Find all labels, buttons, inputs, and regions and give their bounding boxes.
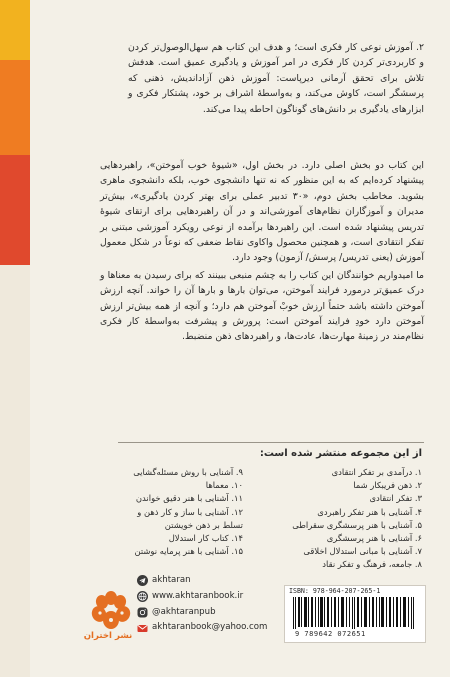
globe-icon <box>137 591 148 602</box>
intro-text <box>128 40 424 118</box>
series-item: ۷. آشنایی با مبانی استدلال اخلاقی <box>303 546 422 557</box>
series-item: ۲. ذهن فریبکار شما <box>353 480 422 491</box>
color-stripe-cream <box>0 265 30 677</box>
color-stripe-red <box>0 155 30 265</box>
series-item: ۱۲. آشنایی با ساز و کار ذهن و <box>137 506 243 517</box>
divider <box>118 442 424 443</box>
contact-email <box>137 620 267 636</box>
contact-text: akhtaranbook@yahoo.com <box>152 622 268 633</box>
color-stripe-orange <box>0 60 30 155</box>
series-item: ۱۵. آشنایی با هنر پرمایه نوشتن <box>134 546 243 557</box>
series-item: ۶. آشنایی با هنر پرسشگری <box>326 533 422 544</box>
series-item: ۹. آشنایی با روش مسئله‌گشایی <box>133 467 243 477</box>
publisher-logo-icon <box>86 590 136 634</box>
contact-text: www.akhtaranbook.ir <box>152 590 244 601</box>
publisher-name: نشر اختران <box>83 631 133 641</box>
series-item: ۱۰. معماها <box>205 480 243 491</box>
intro-paragraph: ۲. آموزش نوعی کار فکری است؛ و هدف این کتاب هم سهل‌الوصول‌تر کردن و کاربردی‌تر کردن کار فکری در امر آموزش و یادگیری عمیق است. هدفش تلاش برای تحقق آرمانی دیرپاست: آموزش ذهن آزاداندیش، ذهنی که پرسشگر است، کاوش می‌کند، و به‌واسطهٔ اشراف بر خود، پشتکار فکری و ابزارهای یادگیری بر دانش‌های گوناگون احاطه پیدا می‌کند. <box>128 42 424 115</box>
series-item: ۱۴. کتاب کار استدلال <box>168 533 243 544</box>
series-item: ۱۱. آشنایی با هنر دقیق خواندن <box>135 493 243 504</box>
barcode-digits: 9 789642 072651 <box>295 630 366 638</box>
telegram-icon <box>137 575 148 586</box>
barcode-graphic <box>291 597 419 629</box>
contact-text: akhtaran <box>152 575 191 585</box>
isbn-text: ISBN: 978-964-207-265-1 <box>289 587 381 595</box>
series-item: ۳. تفکر انتقادی <box>369 493 422 504</box>
body-paragraph-2: ما امیدواریم خوانندگان این کتاب را به چشم منبعی ببینند که برای رسیدن به معناها و درک عمیق‌تر درمورد فرایند آموختن، می‌توان بارها و بارها آن را خواند. آنچه ارزش آموختن داشته باشد حتماً ارزش خوبْ آموختن هم دارد؛ و آنچه از همه بیش‌تر ارزش آموختن دارد خودِ فرایند آموختن است: پرورش و پیشرفت به‌واسطهٔ کار فکری نظام‌مند در زمینهٔ مهارت‌ها، عادت‌ها، و راهبردهای ذهن منضبط. <box>100 269 424 343</box>
series-item: ۸. جامعه، فرهنگ و تفکر نقاد <box>322 559 422 570</box>
instagram-icon <box>137 607 148 618</box>
contact-instagram <box>137 605 267 621</box>
contact-list <box>137 573 267 636</box>
series-item: ۱. درآمدی بر تفکر انتقادی <box>331 467 422 477</box>
series-title: از این مجموعه منتشر شده است: <box>259 448 422 459</box>
contact-telegram <box>137 573 267 589</box>
series-list-left <box>135 466 243 558</box>
series-list-right <box>270 466 422 572</box>
series-item: ۵. آشنایی با هنر پرسشگری سقراطی <box>292 519 422 530</box>
body-text <box>100 158 424 347</box>
isbn-barcode-block <box>284 585 426 643</box>
contact-website <box>137 589 267 605</box>
mail-icon <box>137 623 148 634</box>
color-stripe-yellow <box>0 0 30 60</box>
body-paragraph-1: این کتاب دو بخش اصلی دارد. در بخش اول، «شیوهٔ خوب آموختن»، راهبردهایی پیشنهاد کرده‌ایم که به این منظور که نه تنها دانشجوی خوب، بلکه دانشجوی ماهری بشوید. مخاطب بخش دوم، «۳۰ تدبیر عملی برای بهتر کردن یادگیری»، بیش‌تر مدیران و آموزگاران نظام‌های آموزشی‌اند و در آن راهبردهایی برای ارتقای شیوهٔ تدریس پیشنهاد شده است. این راهبردها برآمده از نوعی رویکرد آموزشی مبتنی بر تفکر انتقادی است، و همچنین محصول واکاوی نقاط ضعفی که نوعاً در شکل معمول آموزش (یعنی تدریس/ پرسش/ آزمون) وجود دارد. <box>100 160 424 264</box>
series-item: تسلط بر ذهن خویشتن <box>164 519 243 530</box>
series-item: ۴. آشنایی با هنر تفکر راهبردی <box>317 506 422 517</box>
contact-text: @akhtaranpub <box>152 606 216 617</box>
